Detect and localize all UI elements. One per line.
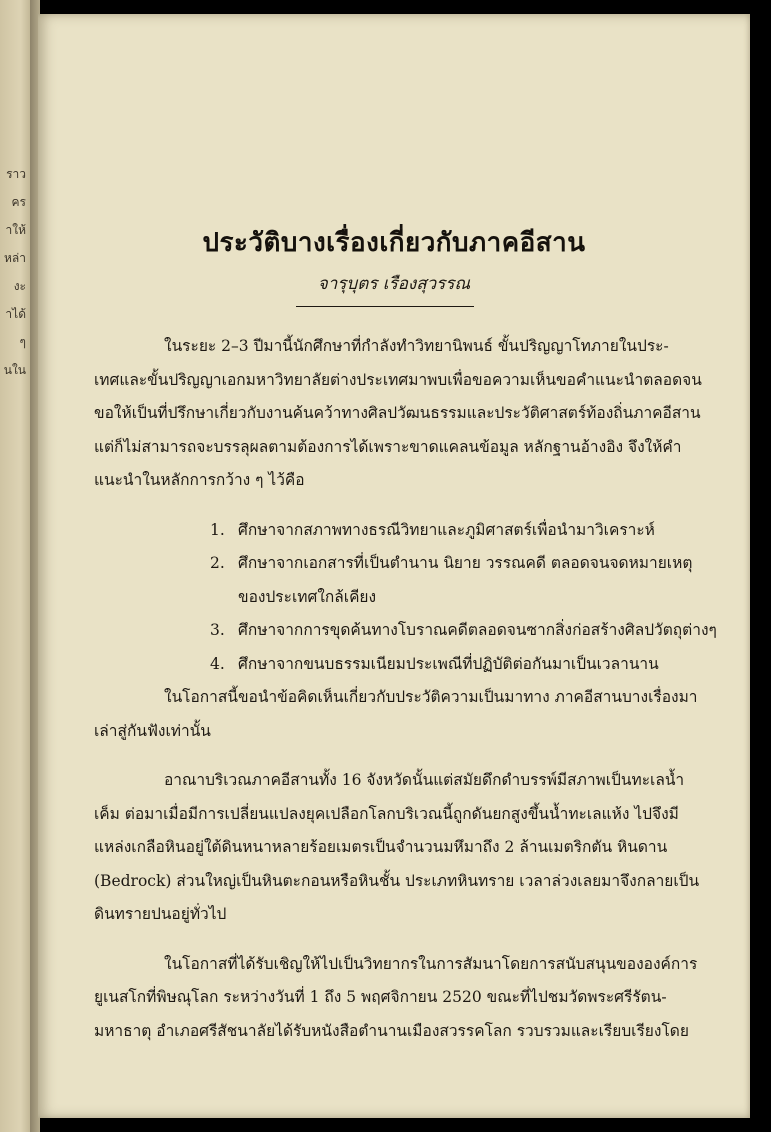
text-line: ศึกษาจากขนบธรรมเนียมประเพณีที่ปฏิบัติต่อกันมาเป็นเวลานาน: [238, 654, 659, 673]
text-line: ดินทรายปนอยู่ทั่วไป: [94, 905, 227, 923]
text-line: ยูเนสโกที่พิษณุโลก ระหว่างวันที่ 1 ถึง 5 พฤศจิกายน 2520 ขณะที่ไปชมวัดพระศรีรัตน-: [94, 988, 667, 1006]
text-line: ขอให้เป็นที่ปรึกษาเกี่ยวกับงานค้นคว้าทางศิลปวัฒนธรรมและประวัติศาสตร์ท้องถิ่นภาคอีสาน: [94, 404, 701, 422]
title-divider: [296, 306, 474, 307]
list-item: [94, 648, 734, 682]
list-item: [94, 614, 734, 648]
margin-fragment: นใน: [3, 363, 26, 377]
margin-fragment: ๆ: [19, 335, 26, 349]
text-line: แต่ก็ไม่สามารถจะบรรลุผลตามต้องการได้เพราะขาดแคลนข้อมูล หลักฐานอ้างอิง จึงให้คำ: [94, 437, 682, 456]
margin-fragment: าได้: [5, 307, 26, 321]
list-item: [94, 514, 734, 548]
text-line: เทศและขั้นปริญญาเอกมหาวิทยาลัยต่างประเทศมาพบเพื่อขอความเห็นขอคำแนะนำตลอดจน: [94, 370, 702, 389]
paragraph-intent: [94, 681, 734, 748]
previous-page-margin-text: [0, 160, 26, 384]
margin-fragment: าให้: [5, 223, 26, 237]
text-line: (Bedrock) ส่วนใหญ่เป็นหินตะกอนหรือหินชั้น ประเภทหินทราย เวลาล่วงเลยมาจึงกลายเป็น: [94, 871, 700, 890]
paragraph-seminar: [94, 948, 734, 1049]
list-number: 4.: [210, 654, 225, 673]
text-line: เค็ม ต่อมาเมื่อมีการเปลี่ยนแปลงยุคเปลือกโลกบริเวณนี้ถูกดันยกสูงขึ้นน้ำทะเลแห้ง ไปจึงมี: [94, 804, 679, 823]
margin-fragment: งะ: [13, 279, 26, 293]
list-number: 1.: [210, 520, 225, 539]
text-line: ของประเทศใกล้เคียง: [238, 587, 377, 606]
list-item: [94, 547, 734, 614]
text-line: เล่าสู่กันฟังเท่านั้น: [94, 721, 211, 740]
text-line: ศึกษาจากเอกสารที่เป็นตำนาน นิยาย วรรณคดี ตลอดจนจดหมายเหตุ: [238, 554, 693, 572]
margin-fragment: หล่า: [3, 251, 26, 265]
margin-fragment: ราว: [6, 167, 26, 181]
text-line: แหล่งเกลือหินอยู่ใต้ดินหนาหลายร้อยเมตรเป็นจำนวนมหึมาถึง 2 ล้านเมตริกตัน หินดาน: [94, 838, 668, 856]
list-number: 2.: [210, 554, 225, 572]
margin-fragment: คร: [11, 195, 26, 209]
text-line: ในโอกาสนี้ขอนำข้อคิดเห็นเกี่ยวกับประวัติความเป็นมาทาง ภาคอีสานบางเรื่องมา: [164, 688, 698, 706]
paragraph-geology: [94, 764, 734, 932]
previous-page-edge: [0, 0, 34, 1132]
text-line: แนะนำในหลักการกว้าง ๆ ไว้คือ: [94, 471, 305, 489]
text-line: มหาธาตุ อำเภอศรีสัชนาลัยได้รับหนังสือตำนานเมืองสวรรคโลก รวบรวมและเรียบเรียงโดย: [94, 1021, 689, 1040]
text-line: ศึกษาจากการขุดค้นทางโบราณคดีตลอดจนซากสิ่งก่อสร้างศิลปวัตถุต่างๆ: [238, 621, 717, 639]
article-title: ประวัติบางเรื่องเกี่ยวกับภาคอีสาน: [202, 228, 586, 258]
article-body: [94, 330, 734, 1048]
book-page: [38, 14, 750, 1118]
guidance-list: [94, 514, 734, 682]
list-number: 3.: [210, 621, 225, 639]
article-author: จารุบุตร เรืองสุวรรณ: [317, 274, 471, 294]
paragraph-intro: [94, 330, 734, 498]
text-line: ศึกษาจากสภาพทางธรณีวิทยาและภูมิศาสตร์เพื่อนำมาวิเคราะห์: [238, 520, 655, 539]
text-line: อาณาบริเวณภาคอีสานทั้ง 16 จังหวัดนั้นแต่สมัยดึกดำบรรพ์มีสภาพเป็นทะเลน้ำ: [164, 771, 685, 789]
text-line: ในระยะ 2–3 ปีมานี้นักศึกษาที่กำลังทำวิทยานิพนธ์ ขั้นปริญญาโทภายในประ-: [164, 337, 669, 355]
text-line: ในโอกาสที่ได้รับเชิญให้ไปเป็นวิทยากรในการสัมนาโดยการสนับสนุนขององค์การ: [164, 954, 698, 973]
